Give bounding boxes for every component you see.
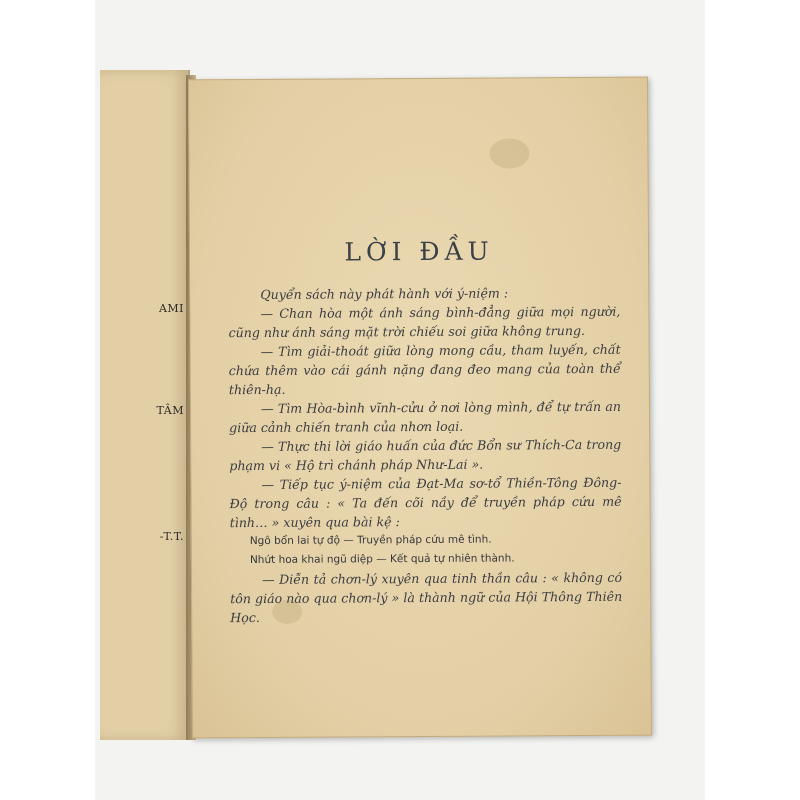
left-page-fragment: -T.T. [159,530,184,543]
right-page [188,77,652,739]
left-page-fragment: TÂM [156,404,184,417]
paragraph: — Tìm giải-thoát giữa lòng mong cầu, tham luyến, chất chứa thêm vào cái gánh nặng đang đeo mang của toàn thể thiên-hạ. [228,341,621,398]
closing-paragraph: — Diễn tả chơn-lý xuyên qua tinh thần câu : « không có tôn giáo nào qua chơn-lý » là thành ngữ của Hội Thông Thiên Học. [230,569,623,626]
left-page-fragment: AMI [158,302,184,315]
page-title: LỜI ĐẦU [344,236,494,267]
left-page [100,70,190,740]
paragraph: — Tiếp tục ý-niệm của Đạt-Ma sơ-tổ Thiền-Tông Đông-Độ trong câu : « Ta đến cõi nầy để truyền pháp cứu mê tình… » xuyên qua bài kệ : [229,474,622,531]
verse-line: Ngô bổn lai tự độ — Truyền pháp cứu mê tình. [249,533,492,548]
paragraph: Quyển sách này phát hành với ý-niệm : [260,285,509,302]
verse-line: Nhứt hoa khai ngũ diệp — Kết quả tự nhiên thành. [249,552,515,567]
paragraph: — Tìm Hòa-bình vĩnh-cửu ở nơi lòng mình, để tự trấn an giữa cảnh chiến tranh của nhơn loại. [229,398,622,436]
paper-stain [489,138,529,168]
paragraph: — Thực thi lời giáo huấn của đức Bổn sư Thích-Ca trong phạm vi « Hộ trì chánh pháp Như-Lai ». [229,436,622,474]
paragraph: — Chan hòa một ánh sáng bình-đẳng giữa mọi người, cũng như ánh sáng mặt trời chiếu soi giữa không trung. [228,303,621,341]
body-text [228,283,622,627]
